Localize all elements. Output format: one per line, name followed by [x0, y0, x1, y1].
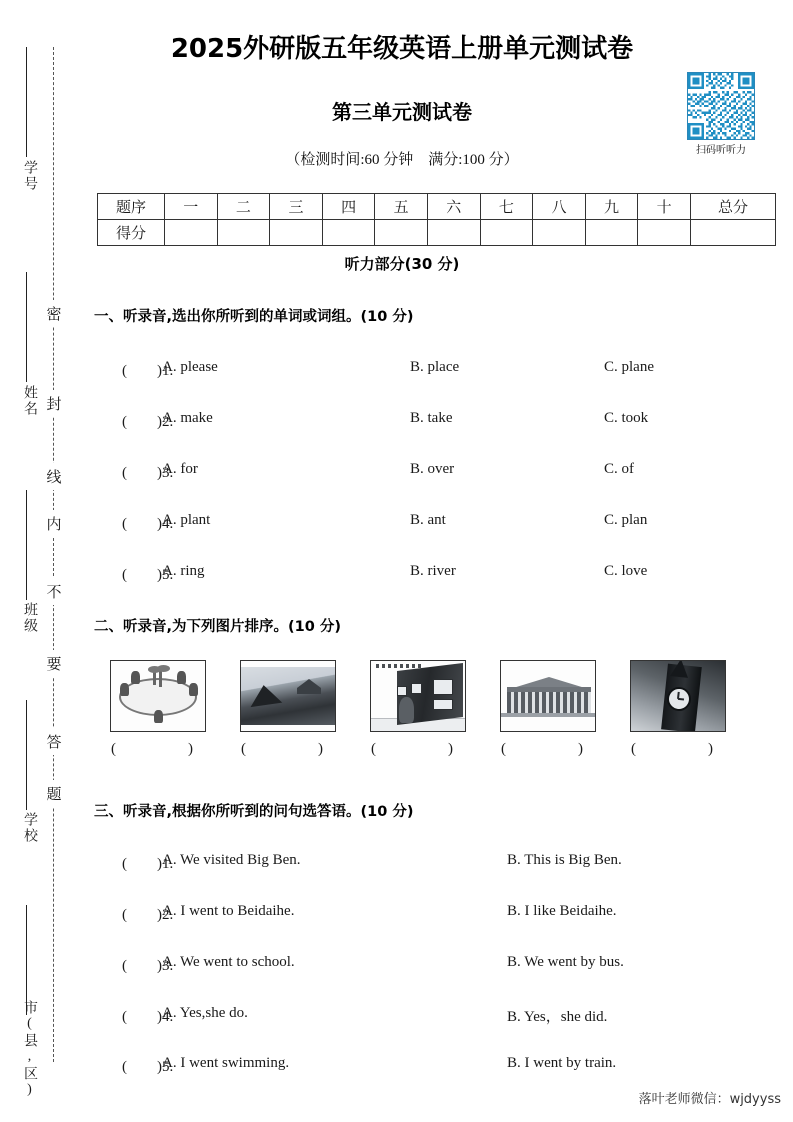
- score-table: [97, 193, 776, 246]
- option-a[interactable]: A. We went to school.: [162, 954, 295, 970]
- unit-subtitle: 第三单元测试卷: [332, 100, 472, 124]
- seal-field-school: 学校: [22, 812, 37, 844]
- score-cell-7[interactable]: [480, 220, 533, 246]
- museum-building: [507, 677, 591, 717]
- great-wall-scene: [241, 667, 335, 725]
- score-cell-1[interactable]: [165, 220, 218, 246]
- answer-blank[interactable]: ( )1.: [122, 363, 174, 379]
- answer-blank[interactable]: ( )4.: [122, 1009, 174, 1025]
- answer-blank[interactable]: ( )1.: [122, 856, 174, 872]
- answer-blank[interactable]: ( )4.: [122, 516, 174, 532]
- seal-rule-segment: [26, 272, 27, 382]
- option-a[interactable]: A. please: [162, 359, 218, 375]
- seal-field-student-id: 学号: [22, 160, 37, 192]
- score-col-2: 二: [217, 194, 270, 220]
- picture-big-ben-image: [630, 660, 726, 732]
- option-b[interactable]: B. Yes，she did.: [507, 1009, 608, 1025]
- picture-item: [110, 660, 208, 758]
- score-cell-total[interactable]: [691, 220, 776, 246]
- question-row: [92, 512, 752, 536]
- score-cell-10[interactable]: [638, 220, 691, 246]
- score-cell-9[interactable]: [585, 220, 638, 246]
- answer-blank[interactable]: ( )2.: [122, 907, 174, 923]
- section-heading-one: 一、听录音,选出你所听到的单词或词组。(10 分): [94, 309, 414, 325]
- score-col-3: 三: [270, 194, 323, 220]
- passenger-figure: [399, 697, 414, 723]
- train-window: [411, 683, 422, 694]
- seal-word-xian: 线: [44, 463, 64, 490]
- table-row-header: [98, 194, 776, 220]
- score-col-9: 九: [585, 194, 638, 220]
- exam-meta: （检测时间:60 分钟 满分:100 分）: [285, 152, 519, 168]
- seal-binding-sidebar: [0, 0, 92, 1122]
- score-col-5: 五: [375, 194, 428, 220]
- picture-order-blank[interactable]: ( ): [111, 741, 207, 757]
- seal-field-class: 班级: [22, 602, 37, 634]
- seal-rule-segment: [26, 905, 27, 1015]
- option-b[interactable]: B. I went by train.: [507, 1055, 617, 1071]
- seal-dashed-line: [53, 47, 54, 1062]
- exam-paper: [92, 0, 793, 1122]
- seal-rule-segment: [26, 47, 27, 157]
- option-b[interactable]: B. I like Beidaihe.: [507, 903, 617, 919]
- question-row: [92, 461, 752, 485]
- picture-item: [630, 660, 728, 758]
- answer-blank[interactable]: ( )2.: [122, 414, 174, 430]
- option-b[interactable]: B. place: [410, 359, 460, 375]
- seal-field-city: 市(县,区): [22, 1000, 37, 1099]
- picture-order-blank[interactable]: ( ): [241, 741, 337, 757]
- option-a[interactable]: A. I went swimming.: [162, 1055, 290, 1071]
- picture-order-blank[interactable]: ( ): [631, 741, 727, 757]
- option-c[interactable]: C. love: [604, 563, 648, 579]
- question-row: [92, 410, 752, 434]
- option-c[interactable]: C. took: [604, 410, 649, 426]
- listening-part-heading: 听力部分(30 分): [344, 255, 460, 273]
- score-col-4: 四: [322, 194, 375, 220]
- child-figure: [189, 683, 198, 696]
- picture-children-around-pool-image: [110, 660, 206, 732]
- picture-item: [370, 660, 468, 758]
- train-window: [433, 679, 453, 695]
- score-col-7: 七: [480, 194, 533, 220]
- option-b[interactable]: B. river: [410, 563, 456, 579]
- option-b[interactable]: B. take: [410, 410, 453, 426]
- question-row: [92, 852, 752, 876]
- train-roof-detail: [376, 664, 424, 668]
- score-cell-2[interactable]: [217, 220, 270, 246]
- answer-blank[interactable]: ( )5.: [122, 1059, 174, 1075]
- section-heading-two: 二、听录音,为下列图片排序。(10 分): [94, 619, 341, 635]
- answer-blank[interactable]: ( )3.: [122, 465, 174, 481]
- score-table-row-label: 题序: [98, 194, 165, 220]
- picture-order-blank[interactable]: ( ): [501, 741, 597, 757]
- option-b[interactable]: B. This is Big Ben.: [507, 852, 622, 868]
- tree-trunk: [159, 671, 162, 687]
- seal-field-name: 姓名: [22, 385, 37, 417]
- seal-word-feng: 封: [44, 390, 64, 417]
- qr-code-icon[interactable]: [687, 72, 755, 140]
- child-figure: [131, 671, 140, 684]
- page-title: 2025外研版五年级英语上册单元测试卷: [170, 34, 634, 64]
- child-figure: [120, 683, 129, 696]
- picture-item: [500, 660, 598, 758]
- option-a[interactable]: A. ring: [162, 563, 205, 579]
- answer-blank[interactable]: ( )3.: [122, 958, 174, 974]
- question-row: [92, 1005, 752, 1029]
- question-row: [92, 903, 752, 927]
- option-b[interactable]: B. ant: [410, 512, 446, 528]
- tree-leaf: [157, 665, 170, 672]
- question-row: [92, 359, 752, 383]
- seal-word-ti: 题: [44, 780, 64, 807]
- tower-spire-shape: [670, 660, 690, 678]
- option-b[interactable]: B. over: [410, 461, 455, 477]
- seal-rule-segment: [26, 490, 27, 600]
- picture-train-boarding-image: [370, 660, 466, 732]
- picture-item: [240, 660, 338, 758]
- option-b[interactable]: B. We went by bus.: [507, 954, 624, 970]
- question-row: [92, 1055, 752, 1079]
- option-a[interactable]: A. for: [162, 461, 198, 477]
- option-c[interactable]: C. of: [604, 461, 634, 477]
- footer-watermark-note: 落叶老师微信：wjdyyss: [638, 1092, 781, 1107]
- score-col-1: 一: [165, 194, 218, 220]
- seal-rule-segment: [26, 700, 27, 810]
- seal-word-yao: 要: [44, 650, 64, 677]
- question-row: [92, 563, 752, 587]
- score-cell-5[interactable]: [375, 220, 428, 246]
- seal-word-bu: 不: [44, 578, 64, 605]
- score-col-total: 总分: [691, 194, 776, 220]
- train-door-panel: [433, 699, 453, 710]
- seal-word-nei: 内: [44, 510, 64, 537]
- score-col-6: 六: [427, 194, 480, 220]
- option-c[interactable]: C. plane: [604, 359, 654, 375]
- colonnade-shape: [507, 692, 591, 714]
- option-a[interactable]: A. make: [162, 410, 213, 426]
- seal-word-da: 答: [44, 728, 64, 755]
- question-row: [92, 954, 752, 978]
- score-cell-3[interactable]: [270, 220, 323, 246]
- watchtower-shape: [297, 679, 321, 694]
- section-heading-three: 三、听录音,根据你所听到的问句选答语。(10 分): [94, 804, 414, 820]
- score-cell-6[interactable]: [427, 220, 480, 246]
- option-a[interactable]: A. Yes,she do.: [162, 1005, 248, 1021]
- table-row-scores: [98, 220, 776, 246]
- option-a[interactable]: A. We visited Big Ben.: [162, 852, 301, 868]
- museum-steps: [501, 713, 595, 717]
- score-col-10: 十: [638, 194, 691, 220]
- score-col-8: 八: [533, 194, 586, 220]
- child-figure: [177, 671, 186, 684]
- score-cell-8[interactable]: [533, 220, 586, 246]
- picture-great-wall-image: [240, 660, 336, 732]
- qr-caption: 扫码听听力: [696, 145, 746, 156]
- option-a[interactable]: A. plant: [162, 512, 211, 528]
- child-figure: [154, 710, 163, 723]
- option-c[interactable]: C. plan: [604, 512, 648, 528]
- picture-british-museum-image: [500, 660, 596, 732]
- option-a[interactable]: A. I went to Beidaihe.: [162, 903, 295, 919]
- answer-blank[interactable]: ( )5.: [122, 567, 174, 583]
- seal-word-mi: 密: [44, 300, 64, 327]
- picture-order-blank[interactable]: ( ): [371, 741, 467, 757]
- picture-ordering-row: [110, 660, 770, 770]
- train-window: [397, 686, 407, 696]
- score-table-row-label: 得分: [98, 220, 165, 246]
- score-cell-4[interactable]: [322, 220, 375, 246]
- audio-qr-block[interactable]: [677, 72, 765, 156]
